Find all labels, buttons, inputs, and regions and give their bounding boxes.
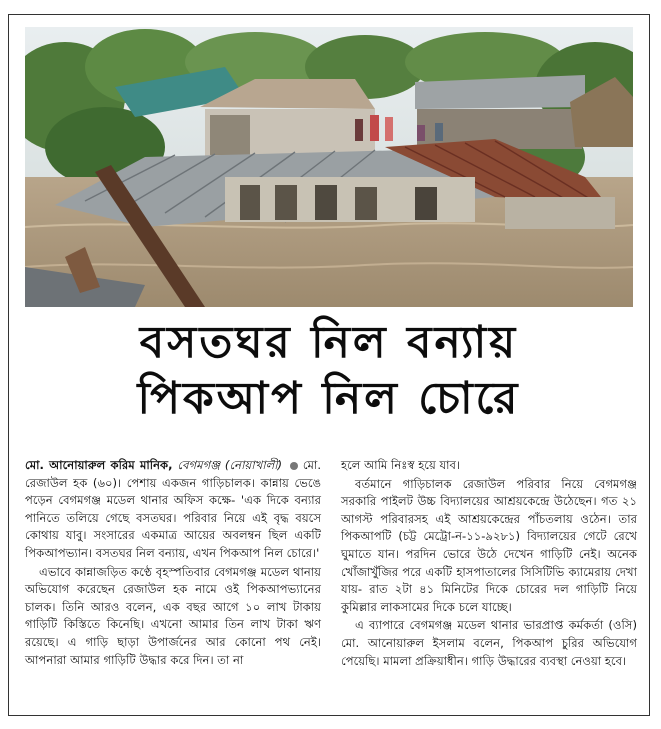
- flood-photo: [25, 27, 633, 307]
- headline-line-2: পিকআপ নিল চোরে: [137, 373, 521, 424]
- byline-author: মো. আনোয়ারুল করিম মানিক,: [25, 458, 173, 472]
- paragraph-continuation: হলে আমি নিঃস্ব হয়ে যাব।: [341, 458, 461, 472]
- byline: [25, 457, 321, 563]
- left-column: [25, 457, 321, 669]
- bullet-icon: [290, 462, 298, 470]
- headline: [9, 315, 649, 427]
- lead-paragraph: মো. রেজাউল হক (৬০)। পেশায় একজন গাড়িচালক। কান্নায় ভেঙে পড়েন বেগমগঞ্জ মডেল থানার অফিস কক্ষে- 'এক দিকে বন্যার পানিতে তলিয়ে গেছে বসতঘর। পরিবার নিয়ে এই বৃদ্ধ বয়সে কোথায় যাবু। সংসারের একমাত্র আয়ের অবলম্বন ছিল একটি পিকআপভ্যান। বসতঘর নিল বন্যায়, এখন পিকআপ নিল চোরে।': [25, 458, 322, 560]
- article-body: [25, 457, 635, 707]
- byline-location: বেগমগঞ্জ (নোয়াখালী): [177, 458, 283, 472]
- paragraph: এ ব্যাপারে বেগমগঞ্জ মডেল থানার ভারপ্রাপ্ত কর্মকর্তা (ওসি) মো. আনোয়ারুল ইসলাম বলেন, পিকআপ চুরির অভিযোগ পেয়েছি। মামলা প্রক্রিয়াধীন। গাড়ি উদ্ধারের ব্যবস্থা নেওয়া হবে।: [341, 618, 637, 668]
- paragraph: এভাবে কান্নাজড়িত কণ্ঠে বৃহস্পতিবার বেগমগঞ্জ মডেল থানায় অভিযোগ করেছেন রেজাউল হক নামে ওই পিকআপভ্যানের চালক। তিনি আরও বলেন, এক বছর আগে ১০ লাখ টাকায় গাড়িটি কিস্তিতে কিনেছি। এখনো আমার তিন লাখ টাকা ঋণ রয়েছে। এ গাড়ি ছাড়া উপার্জনের আর কোনো পথ নেই। আপনারা আমার গাড়িটি উদ্ধার করে দিন। তা না: [25, 564, 321, 667]
- newspaper-clipping: [8, 14, 650, 716]
- headline-line-1: বসতঘর নিল বন্যায়: [139, 317, 519, 368]
- right-column: [341, 457, 637, 670]
- paragraph: বর্তমানে গাড়িচালক রেজাউল পরিবার নিয়ে বেগমগঞ্জ সরকারি পাইলট উচ্চ বিদ্যালয়ের আশ্রয়কেন্দ্রে উঠেছেন। গত ২১ আগস্ট পরিবারসহ এই আশ্রয়কেন্দ্রের পাঁচতলায় ওঠেন। তার পিকআপটি (চট্ট মেট্রো-ন-১১-৯২৮১) বিদ্যালয়ের গেটে রেখে ঘুমাতে যান। পরদিন ভোরে উঠে দেখেন গাড়িটি নেই। অনেক খোঁজাখুঁজির পরে একটি হাসপাতালের সিসিটিভি ক্যামেরায় দেখা যায়- রাত ২টা ৪১ মিনিটের দিকে চোরের দল গাড়িটি নিয়ে কুমিল্লার লাকসামের দিকে চলে যাচ্ছে।: [341, 476, 637, 614]
